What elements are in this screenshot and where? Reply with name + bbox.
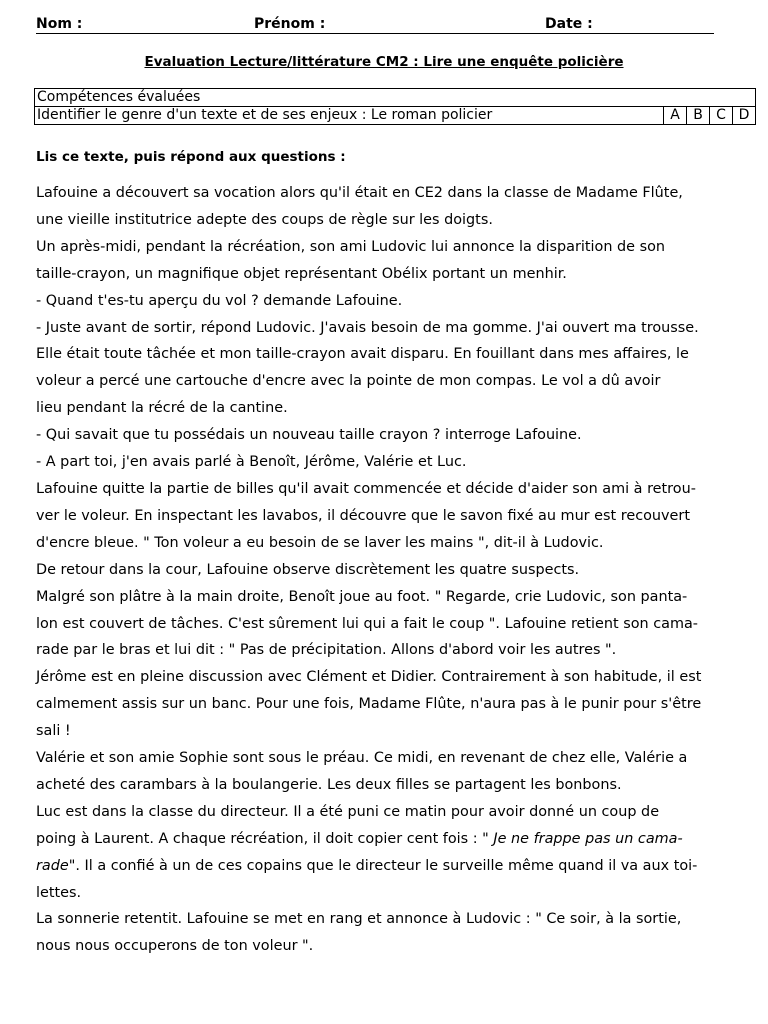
story-line: rade par le bras et lui dit : " Pas de précipitation. Allons d'abord voir les autres ". <box>36 642 617 659</box>
competences-heading-row <box>35 89 756 107</box>
story-line: voleur a percé une cartouche d'encre avec la pointe de mon compas. Le vol a dû avoir <box>36 373 661 390</box>
date-underline <box>545 33 590 34</box>
story-line: lon est couvert de tâches. C'est sûrement lui qui a fait le coup ". Lafouine retient son cama- <box>36 615 698 632</box>
story-line: Lafouine quitte la partie de billes qu'il avait commencée et décide d'aider son ami à retrou- <box>36 480 696 497</box>
story-text <box>36 180 736 960</box>
story-line: Lafouine a découvert sa vocation alors qu'il était en CE2 dans la classe de Madame Flûte, <box>36 185 683 201</box>
level-c[interactable]: C <box>710 107 733 125</box>
story-line: lieu pendant la récré de la cantine. <box>36 400 288 417</box>
story-line: La sonnerie retentit. Lafouine se met en rang et annonce à Ludovic : " Ce soir, à la sortie, <box>36 911 682 928</box>
competences-heading: Compétences évaluées <box>35 89 756 107</box>
story-line: ver le voleur. En inspectant les lavabos, il découvre que le savon fixé au mur est recouvert <box>36 507 690 524</box>
level-b[interactable]: B <box>687 107 710 125</box>
story-line: calmement assis sur un banc. Pour une fois, Madame Flûte, n'aura pas à le punir pour s'être <box>36 696 702 713</box>
level-a[interactable]: A <box>664 107 687 125</box>
story-line: Elle était toute tâchée et mon taille-crayon avait disparu. En fouillant dans mes affaires, le <box>36 346 689 363</box>
nom-underline <box>36 33 82 34</box>
punishment-phrase-end: rade <box>36 857 69 874</box>
story-line: - A part toi, j'en avais parlé à Benoît, Jérôme, Valérie et Luc. <box>36 454 467 471</box>
competences-table <box>34 88 756 125</box>
story-line: - Quand t'es-tu aperçu du vol ? demande Lafouine. <box>36 292 403 309</box>
date-label: Date : <box>545 16 593 32</box>
prenom-blank-line[interactable] <box>320 33 545 34</box>
story-line: sali ! <box>36 723 71 740</box>
nom-blank-line[interactable] <box>82 33 254 34</box>
date-blank-line[interactable] <box>590 33 714 34</box>
nom-label: Nom : <box>36 16 83 32</box>
competence-row <box>35 107 756 125</box>
level-d[interactable]: D <box>733 107 756 125</box>
story-text-span: ". Il a confié à un de ces copains que le directeur le surveille même quand il va aux toi- <box>68 857 698 874</box>
story-line: - Qui savait que tu possédais un nouveau taille crayon ? interroge Lafouine. <box>36 427 582 444</box>
story-line: une vieille institutrice adepte des coups de règle sur les doigts. <box>36 211 493 228</box>
prenom-underline <box>254 33 320 34</box>
story-line: Luc est dans la classe du directeur. Il a été puni ce matin pour avoir donné un coup de <box>36 803 660 820</box>
story-line: taille-crayon, un magnifique objet représentant Obélix portant un menhir. <box>36 265 567 282</box>
story-line: lettes. <box>36 884 82 901</box>
story-line <box>36 826 736 853</box>
header-fields <box>36 16 714 36</box>
story-line: Un après-midi, pendant la récréation, son ami Ludovic lui annonce la disparition de son <box>36 238 666 255</box>
prenom-label: Prénom : <box>254 16 326 32</box>
story-line <box>36 853 736 880</box>
story-line: acheté des carambars à la boulangerie. Les deux filles se partagent les bonbons. <box>36 776 622 793</box>
story-line: Valérie et son amie Sophie sont sous le préau. Ce midi, en revenant de chez elle, Valérie a <box>36 750 688 767</box>
story-line: Jérôme est en pleine discussion avec Clément et Didier. Contrairement à son habitude, il est <box>36 669 702 686</box>
story-text-span: poing à Laurent. A chaque récréation, il doit copier cent fois : " <box>36 830 489 847</box>
story-line: Malgré son plâtre à la main droite, Benoît joue au foot. " Regarde, crie Ludovic, son panta- <box>36 588 688 605</box>
story-line: De retour dans la cour, Lafouine observe discrètement les quatre suspects. <box>36 561 580 578</box>
competence-item: Identifier le genre d'un texte et de ses enjeux : Le roman policier <box>35 107 664 125</box>
story-line: - Juste avant de sortir, répond Ludovic. J'avais besoin de ma gomme. J'ai ouvert ma trousse. <box>36 319 699 336</box>
punishment-phrase: Je ne frappe pas un cama- <box>488 830 683 847</box>
story-line: nous nous occuperons de ton voleur ". <box>36 938 314 955</box>
page-title: Evaluation Lecture/littérature CM2 : Lire une enquête policière <box>144 54 624 70</box>
instruction: Lis ce texte, puis répond aux questions : <box>36 149 346 165</box>
story-line: d'encre bleue. " Ton voleur a eu besoin de se laver les mains ", dit-il à Ludovic. <box>36 534 604 551</box>
